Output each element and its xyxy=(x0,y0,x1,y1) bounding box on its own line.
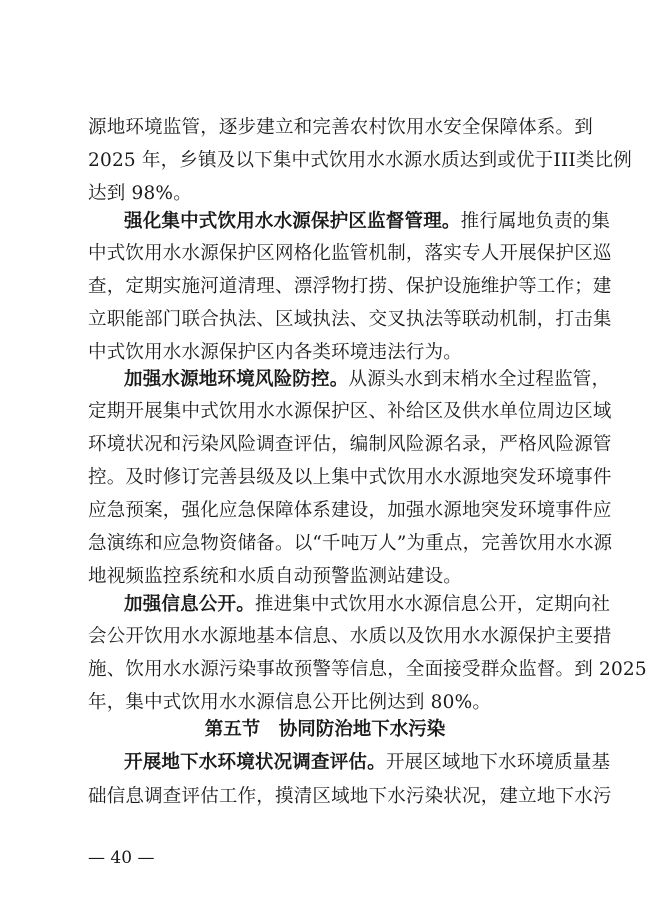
paragraph-line: 源地环境监管，逐步建立和完善农村饮用水安全保障体系。到 xyxy=(88,117,593,138)
paragraph-text: 开展区域地下水环境质量基 xyxy=(385,752,611,773)
paragraph-line: 中式饮用水水源保护区内各类环境违法行为。 xyxy=(88,342,463,363)
paragraph-first-line xyxy=(124,365,611,395)
section-heading: 第五节 协同防治地下水污染 xyxy=(204,719,446,740)
paragraph-line: 础信息调查评估工作，摸清区域地下水污染状况，建立地下水污 xyxy=(88,786,612,807)
paragraph-line: 2025 年，乡镇及以下集中式饮用水水源水质达到或优于III类比例 xyxy=(88,150,632,171)
paragraph-line: 定期开展集中式饮用水水源保护区、补给区及供水单位周边区域 xyxy=(88,401,612,422)
paragraph-title: 强化集中式饮用水水源保护区监督管理。 xyxy=(124,211,461,232)
paragraph-first-line xyxy=(124,207,611,237)
paragraph-line: 应急预案，强化应急保障体系建设，加强水源地突发环境事件应 xyxy=(88,500,612,521)
paragraph-line: 会公开饮用水水源地基本信息、水质以及饮用水水源保护主要措 xyxy=(88,626,612,647)
paragraph-line: 环境状况和污染风险调查评估，编制风险源名录，严格风险源管 xyxy=(88,434,612,455)
paragraph-text: 从源头水到末梢水全过程监管， xyxy=(348,369,611,390)
paragraph-line: 立职能部门联合执法、区域执法、交叉执法等联动机制，打击集 xyxy=(88,309,612,330)
paragraph-line: 年，集中式饮用水水源信息公开比例达到 80%。 xyxy=(88,692,492,713)
paragraph-text: 推行属地负责的集 xyxy=(460,211,611,232)
paragraph-title: 加强信息公开。 xyxy=(124,594,255,615)
paragraph-first-line xyxy=(124,590,611,620)
paragraph-line: 地视频监控系统和水质自动预警监测站建设。 xyxy=(88,566,463,587)
paragraph-first-line xyxy=(124,748,611,778)
paragraph-title: 开展地下水环境状况调查评估。 xyxy=(124,752,386,773)
paragraph-title: 加强水源地环境风险防控。 xyxy=(124,369,349,390)
paragraph-line: 施、饮用水水源污染事故预警等信息，全面接受群众监督。到 2025 xyxy=(88,659,647,680)
paragraph-line: 中式饮用水水源保护区网格化监管机制，落实专人开展保护区巡 xyxy=(88,243,612,264)
paragraph-text: 推进集中式饮用水水源信息公开，定期向社 xyxy=(254,594,611,615)
paragraph-line: 控。及时修订完善县级及以上集中式饮用水水源地突发环境事件 xyxy=(88,467,612,488)
paragraph-line: 急演练和应急物资储备。以“千吨万人”为重点，完善饮用水水源 xyxy=(88,533,613,554)
paragraph-line: 查，定期实施河道清理、漂浮物打捞、保护设施维护等工作；建 xyxy=(88,276,612,297)
page-number: — 40 — xyxy=(88,848,155,868)
paragraph-line: 达到 98%。 xyxy=(88,183,192,204)
